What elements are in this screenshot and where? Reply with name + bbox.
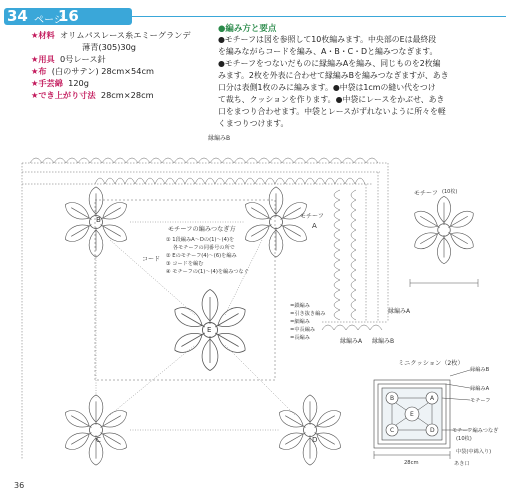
instructions-title-text: 編み方と要点 — [225, 24, 277, 34]
mini-outer-label: 縁編みB — [470, 367, 490, 373]
instruction-line: を編みながらコードを編み、A・B・C・Dと編みつなぎます。 — [218, 47, 438, 56]
motif-a-label: モチーフ — [300, 213, 324, 220]
star-icon: ★ — [31, 30, 39, 40]
edging-b-bottom-label: 縁編みB — [372, 338, 395, 345]
spec-label: 用具 — [38, 54, 55, 64]
instruction-line: みます。2枚を外表に合わせて縁編みBを編みつなぎますが、あき — [218, 71, 449, 80]
star-icon: ★ — [31, 54, 39, 64]
star-icon: ★ — [31, 90, 39, 100]
instruction-line: ●モチーフをつないだものに縁編みAを編み、同じものを2枚編 — [218, 59, 441, 68]
mini-opening: あき口 — [454, 461, 470, 467]
motif-b-letter: B — [96, 216, 101, 224]
cord-label: コード — [142, 256, 161, 263]
spec-label: 手芸綿 — [38, 78, 63, 88]
legend-item: =中長編み — [290, 327, 316, 333]
mini-letter-a: A — [430, 395, 435, 402]
edging-a-bottom-label: 縁編みA — [340, 338, 363, 345]
spec-value: オリムパスレース糸エミーグランデ — [59, 30, 191, 40]
instruction-line: ●モチーフは図を参照して10枚編みます。中央部のEは最終段 — [218, 35, 437, 44]
spec-label: 布 — [38, 66, 47, 76]
motif-c-letter: C — [96, 436, 101, 444]
mini-join-label: モチーフ編みつなぎ — [452, 428, 499, 434]
join-note: ④ モチーフの(1)〜(4)を編みつなぐ — [166, 269, 249, 275]
single-motif-label: モチーフ — [414, 190, 438, 197]
star-icon: ★ — [31, 66, 39, 76]
star-icon: ★ — [31, 78, 39, 88]
spec-value: 120g — [68, 78, 89, 88]
mini-letter-e: E — [410, 411, 414, 418]
mini-letter-b: B — [390, 395, 395, 402]
join-note: ③ コードを編む — [166, 261, 204, 267]
spec-material-detail: 薄青(305)30g — [82, 42, 137, 52]
motif-a-letter: A — [312, 222, 317, 230]
instruction-line: て裁ち、クッションを作ります。●中袋にレースをかぶせ、あき — [218, 95, 445, 104]
edging-ab-label: 縁編みB — [208, 135, 231, 142]
single-motif-count: (10枚) — [442, 189, 458, 195]
mini-letter-d: D — [430, 427, 435, 434]
mini-letter-c: C — [390, 427, 395, 434]
bullet-icon: ● — [218, 24, 226, 34]
instruction-line: 口分は表側1枚のみに編みます。●中袋は1cmの縫い代をつけ — [218, 83, 436, 92]
mini-motif-label: モチーフ — [470, 398, 491, 404]
legend-item: =引き抜き編み — [290, 311, 326, 317]
mini-inner-label: 縁編みA — [470, 386, 490, 392]
mini-bottom-note: 中袋(中綿入り) — [456, 449, 492, 455]
header-pattern-id: 16 — [58, 7, 79, 25]
motif-d-letter: D — [312, 436, 318, 444]
spec-label: でき上がり寸法 — [38, 90, 96, 100]
legend-item: =長編み — [290, 335, 310, 341]
motif-e-letter: E — [207, 326, 212, 334]
spec-value: 28cm×28cm — [100, 90, 154, 100]
header-page-word: ページ — [34, 15, 64, 26]
legend-item: =細編み — [290, 319, 310, 325]
join-note: 各モチーフの同番号の所で — [166, 245, 235, 251]
spec-label: 材料 — [38, 30, 55, 40]
legend-item: =鎖編み — [290, 303, 310, 309]
mini-dimension: 28cm — [404, 460, 419, 466]
join-title: モチーフの編みつなぎ方 — [168, 226, 236, 233]
instruction-line: 口をまつり合わせます。中袋とレースがずれないように所々を軽 — [218, 107, 446, 116]
edging-a-right-label: 縁編みA — [388, 308, 411, 315]
join-note: ① 1段編みA〜Dの(1)〜(4)を — [166, 237, 235, 243]
mini-cushion-title: ミニクッション（2枚） — [398, 360, 464, 367]
mini-join-count: (10枚) — [456, 436, 472, 442]
join-note: ② Eのモチーフ(4)〜(6)を編み — [166, 253, 237, 259]
spec-value: 0号レース針 — [59, 54, 106, 64]
instruction-line: くまつりつけます。 — [218, 119, 289, 128]
page-number: 36 — [14, 481, 25, 490]
spec-value: (白のサテン) 28cm×54cm — [51, 66, 154, 76]
header-page-number: 34 — [7, 7, 28, 25]
